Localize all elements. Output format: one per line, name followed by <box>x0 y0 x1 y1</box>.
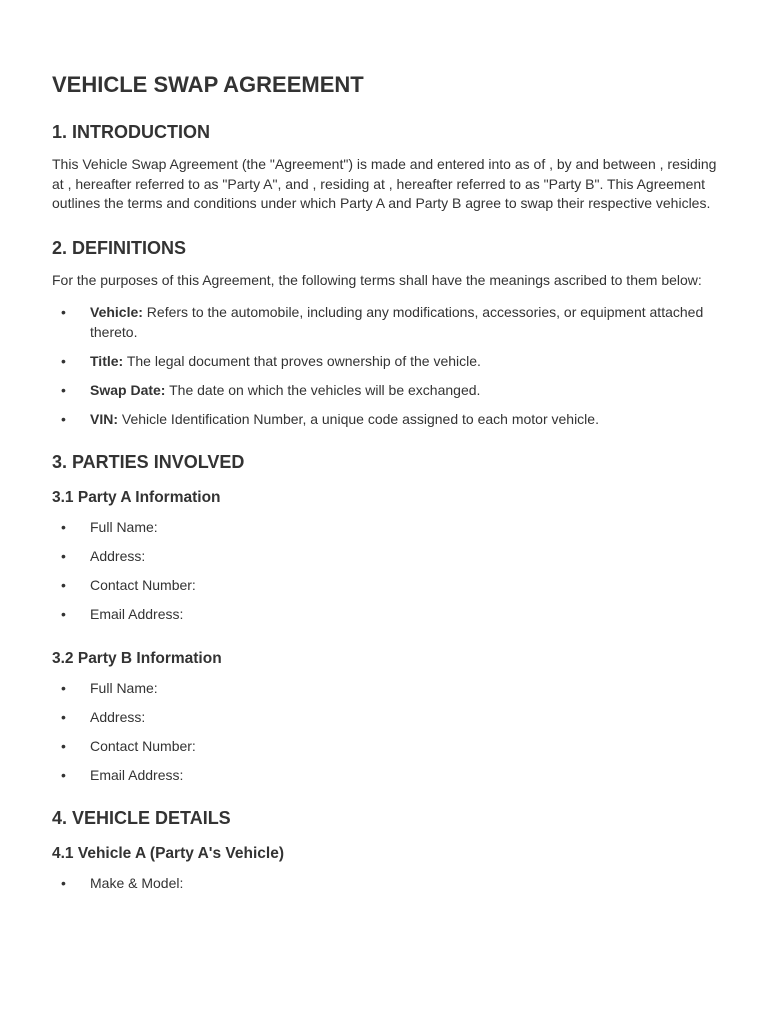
definitions-list <box>52 303 720 429</box>
definition-term: Title: <box>90 352 124 369</box>
bullet-icon: • <box>61 708 66 725</box>
bullet-icon: • <box>61 766 66 783</box>
subsection-heading-party-a: 3.1 Party A Information <box>52 489 221 506</box>
list-item-label: Full Name: <box>90 679 158 696</box>
definition-term: VIN: <box>90 410 118 427</box>
list-item-label: Contact Number: <box>90 737 196 754</box>
definition-term: Vehicle: <box>90 304 143 320</box>
definition-text: The date on which the vehicles will be exchanged. <box>165 381 481 398</box>
vehicle-a-list <box>52 874 720 894</box>
section-heading-vehicle-details: 4. VEHICLE DETAILS <box>52 808 231 828</box>
definitions-paragraph: For the purposes of this Agreement, the following terms shall have the meanings ascribed to them below: <box>52 271 702 288</box>
introduction-paragraph: This Vehicle Swap Agreement (the "Agreement") is made and entered into as of , by and between , residing at , hereafter referred to as "Party A", and , residing at , hereafter referred to as "Party B". This Agreement outlines the terms and conditions under which Party A and Party B agree to swap their respective vehicles. <box>52 156 717 211</box>
vehicle-a-make-model <box>52 874 720 894</box>
list-item-label: Email Address: <box>90 766 184 783</box>
definition-text: Vehicle Identification Number, a unique code assigned to each motor vehicle. <box>118 410 599 427</box>
bullet-icon: • <box>61 577 66 593</box>
bullet-icon: • <box>61 410 66 427</box>
subsection-heading-vehicle-a: 4.1 Vehicle A (Party A's Vehicle) <box>52 845 284 862</box>
list-item-label: Full Name: <box>90 519 158 535</box>
bullet-icon: • <box>61 679 66 696</box>
document-title: VEHICLE SWAP AGREEMENT <box>52 72 364 97</box>
list-item-label: Contact Number: <box>90 577 196 593</box>
bullet-icon: • <box>61 875 66 891</box>
party-b-full-name <box>52 679 720 699</box>
party-a-full-name <box>52 518 720 538</box>
bullet-icon: • <box>61 519 66 535</box>
party-b-contact-number <box>52 737 720 757</box>
section-heading-parties: 3. PARTIES INVOLVED <box>52 452 245 472</box>
bullet-icon: • <box>61 381 66 398</box>
document-page <box>52 72 720 903</box>
definition-term: Swap Date: <box>90 381 166 398</box>
party-a-list <box>52 518 720 625</box>
section-heading-introduction: 1. INTRODUCTION <box>52 122 211 142</box>
bullet-icon: • <box>61 304 66 320</box>
definition-item-vin <box>52 410 720 430</box>
list-item-label: Address: <box>90 708 146 725</box>
definition-item-title <box>52 352 720 372</box>
party-a-address <box>52 547 720 567</box>
party-b-address <box>52 708 720 728</box>
bullet-icon: • <box>61 606 66 622</box>
list-item-label: Email Address: <box>90 606 184 622</box>
definition-item-swap-date <box>52 381 720 401</box>
section-heading-definitions: 2. DEFINITIONS <box>52 237 187 258</box>
definition-text: The legal document that proves ownership of the vehicle. <box>123 352 481 369</box>
party-b-list <box>52 679 720 786</box>
list-item-label: Make & Model: <box>90 875 184 891</box>
party-b-email-address <box>52 766 720 786</box>
bullet-icon: • <box>61 548 66 564</box>
definition-text: Refers to the automobile, including any modifications, accessories, or equipment attached thereto. <box>90 304 704 340</box>
subsection-heading-party-b: 3.2 Party B Information <box>52 649 222 667</box>
party-a-contact-number <box>52 576 720 596</box>
bullet-icon: • <box>61 352 66 369</box>
party-a-email-address <box>52 605 720 625</box>
bullet-icon: • <box>61 737 66 754</box>
definition-item-vehicle <box>52 303 720 342</box>
list-item-label: Address: <box>90 548 146 564</box>
